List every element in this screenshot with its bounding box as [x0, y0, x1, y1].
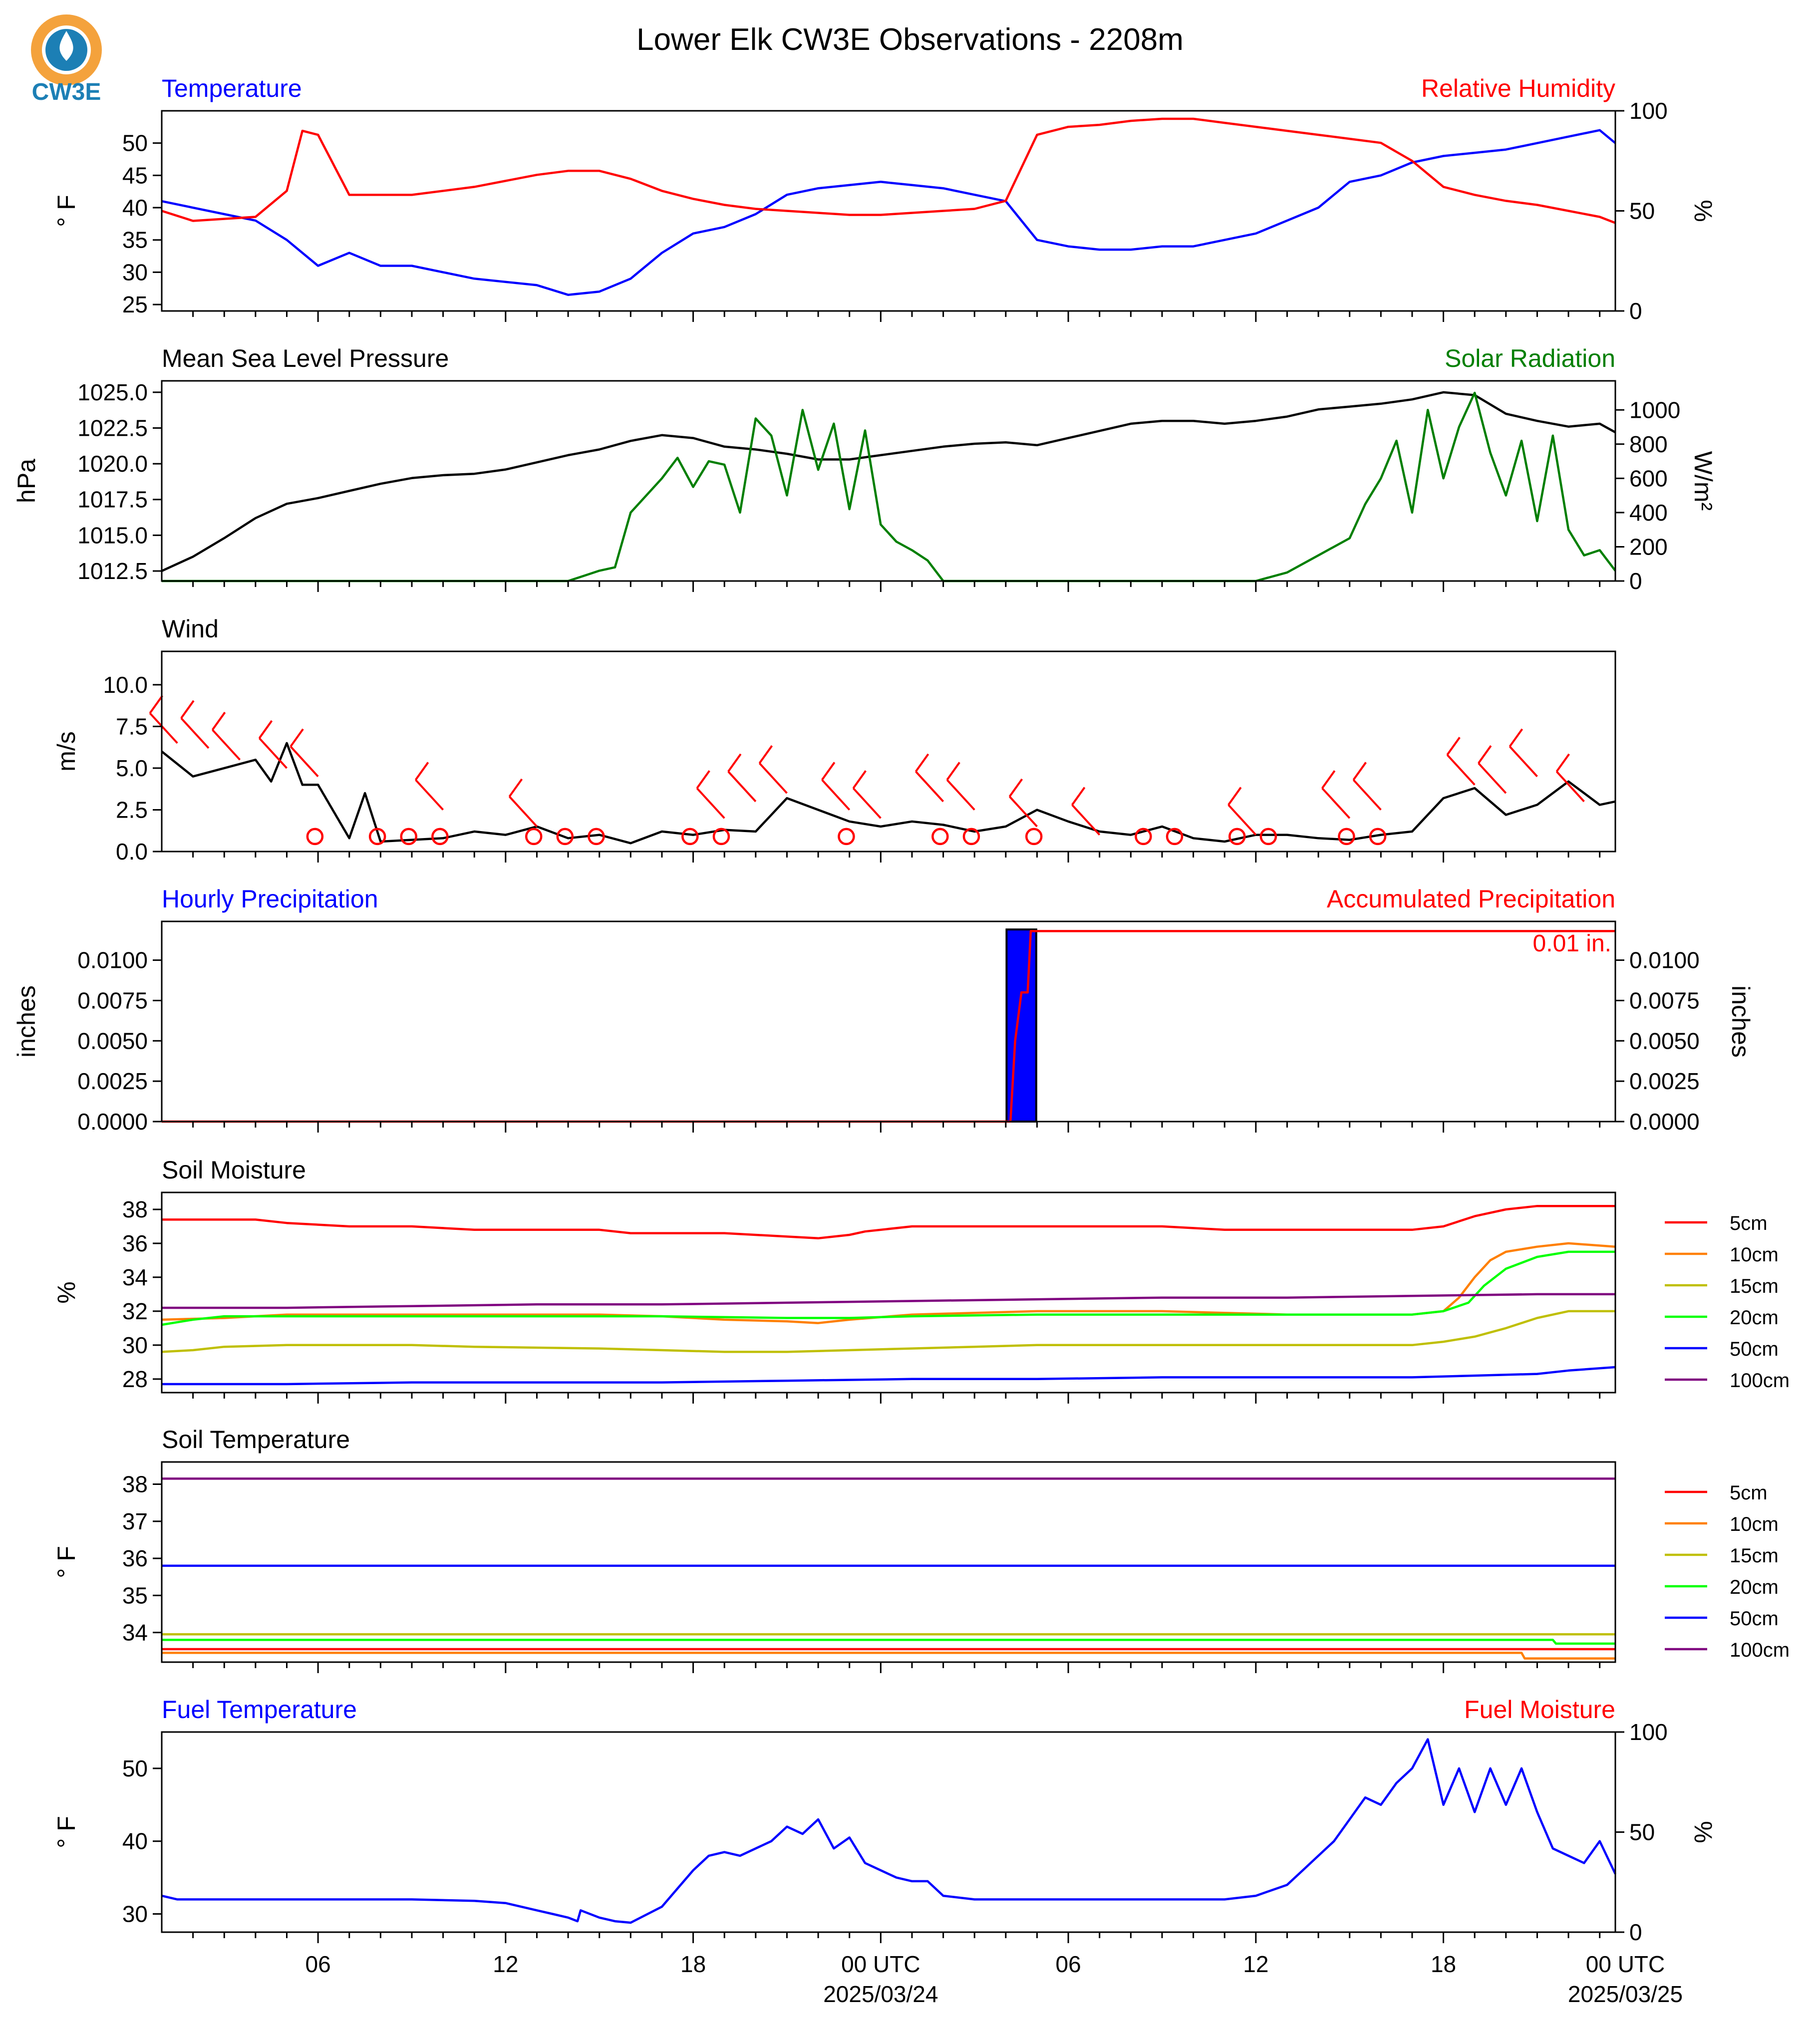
legend-label: 5cm	[1730, 1482, 1768, 1504]
y-tick-label-left: 0.0100	[77, 947, 148, 973]
panel-title-left: Soil Moisture	[162, 1156, 306, 1184]
y-tick-label-right: 100	[1629, 1719, 1668, 1745]
legend-label: 20cm	[1730, 1307, 1779, 1329]
legend-label: 100cm	[1730, 1370, 1790, 1392]
accumulated-precip-annotation: 0.01 in.	[1532, 930, 1611, 957]
y-tick-label-left: 0.0075	[77, 987, 148, 1014]
x-tick-label: 18	[680, 1951, 706, 1977]
panel-title-left: Wind	[162, 615, 219, 643]
y-tick-label-right: 1000	[1629, 397, 1681, 423]
y-tick-label-left: 38	[122, 1196, 148, 1222]
y-tick-label-right: 0	[1629, 1919, 1642, 1945]
panel-title-left: Hourly Precipitation	[162, 885, 378, 913]
y-axis-label-right: W/m²	[1689, 451, 1717, 511]
y-axis-label-left: %	[52, 1281, 80, 1304]
panel-title-right: Accumulated Precipitation	[1326, 885, 1615, 913]
legend-label: 5cm	[1730, 1212, 1768, 1234]
y-tick-label-right: 600	[1629, 465, 1668, 492]
y-tick-label-left: 5.0	[116, 755, 148, 781]
y-axis-label-right: inches	[1727, 985, 1755, 1058]
panel-title-left: Soil Temperature	[162, 1426, 350, 1453]
legend-label: 50cm	[1730, 1608, 1779, 1630]
x-tick-label: 06	[305, 1951, 331, 1977]
legend-label: 15cm	[1730, 1275, 1779, 1297]
y-tick-label-left: 36	[122, 1230, 148, 1256]
x-tick-label: 06	[1055, 1951, 1081, 1977]
legend-label: 10cm	[1730, 1244, 1779, 1266]
y-tick-label-left: 37	[122, 1508, 148, 1534]
y-tick-label-right: 0.0075	[1629, 987, 1700, 1014]
y-tick-label-right: 0.0025	[1629, 1068, 1700, 1095]
x-date-label: 2025/03/24	[823, 1981, 938, 2007]
logo-text: CW3E	[31, 79, 101, 105]
panel-title-left: Mean Sea Level Pressure	[162, 344, 449, 372]
x-tick-label: 00 UTC	[841, 1951, 920, 1977]
y-tick-label-left: 40	[122, 1828, 148, 1854]
y-tick-label-left: 34	[122, 1619, 148, 1646]
x-tick-label: 12	[493, 1951, 519, 1977]
y-tick-label-left: 38	[122, 1471, 148, 1497]
x-date-label: 2025/03/25	[1567, 1981, 1683, 2007]
panel-title-right: Relative Humidity	[1421, 74, 1615, 102]
y-axis-label-left: ° F	[52, 1816, 80, 1848]
legend-label: 20cm	[1730, 1576, 1779, 1598]
y-tick-label-left: 50	[122, 130, 148, 156]
y-tick-label-right: 0	[1629, 568, 1642, 594]
y-tick-label-left: 0.0025	[77, 1068, 148, 1095]
y-tick-label-left: 40	[122, 195, 148, 221]
y-tick-label-left: 10.0	[103, 671, 148, 698]
y-tick-label-left: 30	[122, 1332, 148, 1358]
y-tick-label-left: 50	[122, 1755, 148, 1781]
y-axis-label-right: %	[1689, 1821, 1717, 1843]
y-axis-label-left: ° F	[52, 195, 80, 227]
y-axis-label-left: ° F	[52, 1546, 80, 1578]
y-tick-label-right: 200	[1629, 534, 1668, 560]
cw3e-logo	[32, 20, 101, 105]
panel-title-left: Fuel Temperature	[162, 1696, 357, 1724]
y-tick-label-right: 50	[1629, 1819, 1655, 1845]
y-tick-label-left: 30	[122, 259, 148, 286]
y-tick-label-left: 36	[122, 1545, 148, 1572]
legend-label: 10cm	[1730, 1513, 1779, 1535]
y-tick-label-left: 35	[122, 227, 148, 253]
x-tick-label: 18	[1430, 1951, 1457, 1977]
y-tick-label-left: 32	[122, 1298, 148, 1324]
panel-title-right: Solar Radiation	[1445, 344, 1615, 372]
panel-title-left: Temperature	[162, 74, 302, 102]
y-tick-label-left: 0.0000	[77, 1109, 148, 1135]
y-tick-label-right: 400	[1629, 499, 1668, 526]
legend-label: 15cm	[1730, 1545, 1779, 1567]
y-tick-label-right: 800	[1629, 431, 1668, 457]
y-tick-label-left: 1015.0	[77, 522, 148, 549]
y-tick-label-right: 0.0000	[1629, 1109, 1700, 1135]
y-tick-label-left: 7.5	[116, 713, 148, 740]
y-tick-label-right: 100	[1629, 98, 1668, 124]
y-tick-label-left: 28	[122, 1366, 148, 1392]
y-tick-label-left: 0.0050	[77, 1028, 148, 1054]
y-tick-label-left: 1017.5	[77, 486, 148, 513]
y-tick-label-left: 1025.0	[77, 379, 148, 405]
y-tick-label-left: 0.0	[116, 839, 148, 865]
legend-label: 50cm	[1730, 1338, 1779, 1360]
y-tick-label-right: 0.0050	[1629, 1028, 1700, 1054]
panel-title-right: Fuel Moisture	[1464, 1696, 1615, 1724]
legend-label: 100cm	[1730, 1639, 1790, 1661]
y-tick-label-left: 35	[122, 1582, 148, 1609]
y-axis-label-right: %	[1689, 200, 1717, 222]
y-tick-label-right: 0	[1629, 298, 1642, 324]
y-tick-label-right: 0.0100	[1629, 947, 1700, 973]
y-tick-label-left: 1020.0	[77, 451, 148, 477]
y-tick-label-left: 34	[122, 1264, 148, 1290]
x-tick-label: 12	[1243, 1951, 1269, 1977]
x-tick-label: 00 UTC	[1585, 1951, 1665, 1977]
y-tick-label-left: 1022.5	[77, 415, 148, 441]
y-tick-label-right: 50	[1629, 198, 1655, 224]
y-tick-label-left: 2.5	[116, 797, 148, 823]
figure-title: Lower Elk CW3E Observations - 2208m	[636, 22, 1184, 57]
y-tick-label-left: 25	[122, 291, 148, 318]
y-axis-label-left: hPa	[12, 459, 40, 503]
y-tick-label-left: 30	[122, 1901, 148, 1927]
y-axis-label-left: m/s	[52, 731, 80, 772]
y-axis-label-left: inches	[12, 985, 40, 1058]
y-tick-label-left: 45	[122, 162, 148, 189]
y-tick-label-left: 1012.5	[77, 558, 148, 584]
